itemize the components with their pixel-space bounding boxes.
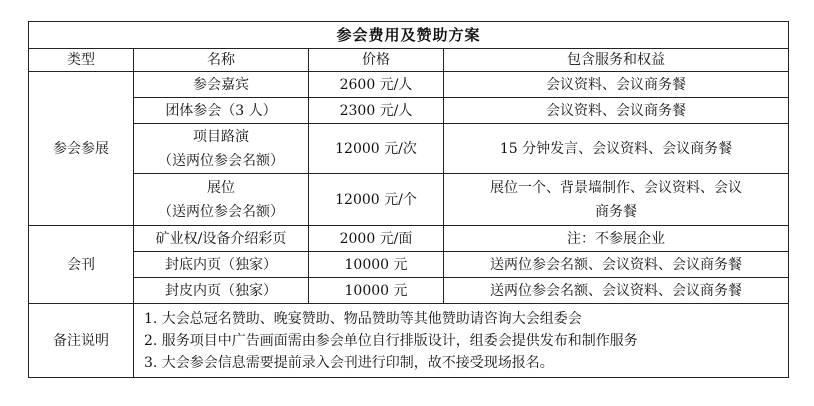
table-row [29,124,789,174]
fee-table [28,21,789,378]
item-benefits: 送两位参会名额、会议资料、会议商务餐 [444,252,789,278]
item-name [134,174,309,226]
item-price: 12000 元/次 [309,124,444,174]
table-title: 参会费用及赞助方案 [29,22,789,49]
remarks-label: 备注说明 [29,304,134,378]
table-row [29,98,789,124]
item-benefits: 会议资料、会议商务餐 [444,72,789,98]
header-name: 名称 [134,49,309,72]
remarks-content [134,304,789,378]
remarks-row [29,304,789,378]
item-benefits: 会议资料、会议商务餐 [444,98,789,124]
item-name-line: （送两位参会名额） [158,203,284,220]
table-row [29,278,789,304]
item-benefits: 送两位参会名额、会议资料、会议商务餐 [444,278,789,304]
item-price: 2600 元/人 [309,72,444,98]
header-benefits: 包含服务和权益 [444,49,789,72]
item-name: 封皮内页（独家） [134,278,309,304]
item-name [134,124,309,174]
item-benefits-line: 展位一个、背景墙制作、会议资料、会议 [490,179,742,196]
remark-line: 3. 大会参会信息需要提前录入会刊进行印制，故不接受现场报名。 [144,354,554,371]
item-name-line: 展位 [207,179,235,196]
item-price: 12000 元/个 [309,174,444,226]
item-benefits-line: 商务餐 [595,203,637,220]
item-benefits: 15 分钟发言、会议资料、会议商务餐 [444,124,789,174]
table-row [29,226,789,252]
table-row [29,174,789,226]
section-type: 会刊 [29,226,134,304]
item-name-line: （送两位参会名额） [158,152,284,169]
header-type: 类型 [29,49,134,72]
header-price: 价格 [309,49,444,72]
item-price: 2300 元/人 [309,98,444,124]
item-price: 10000 元 [309,252,444,278]
remark-line: 1. 大会总冠名赞助、晚宴赞助、物品赞助等其他赞助请咨询大会组委会 [144,310,582,327]
fee-table-container [28,21,788,378]
item-name: 参会嘉宾 [134,72,309,98]
section-type: 参会参展 [29,72,134,226]
item-name: 团体参会（3 人） [134,98,309,124]
item-benefits [444,174,789,226]
item-price: 2000 元/面 [309,226,444,252]
item-benefits: 注：不参展企业 [444,226,789,252]
table-row [29,72,789,98]
item-name-line: 项目路演 [193,128,249,145]
item-name: 封底内页（独家） [134,252,309,278]
item-name: 矿业权/设备介绍彩页 [134,226,309,252]
item-price: 10000 元 [309,278,444,304]
remark-line: 2. 服务项目中广告画面需由参会单位自行排版设计，组委会提供发布和制作服务 [144,332,638,349]
table-row [29,252,789,278]
